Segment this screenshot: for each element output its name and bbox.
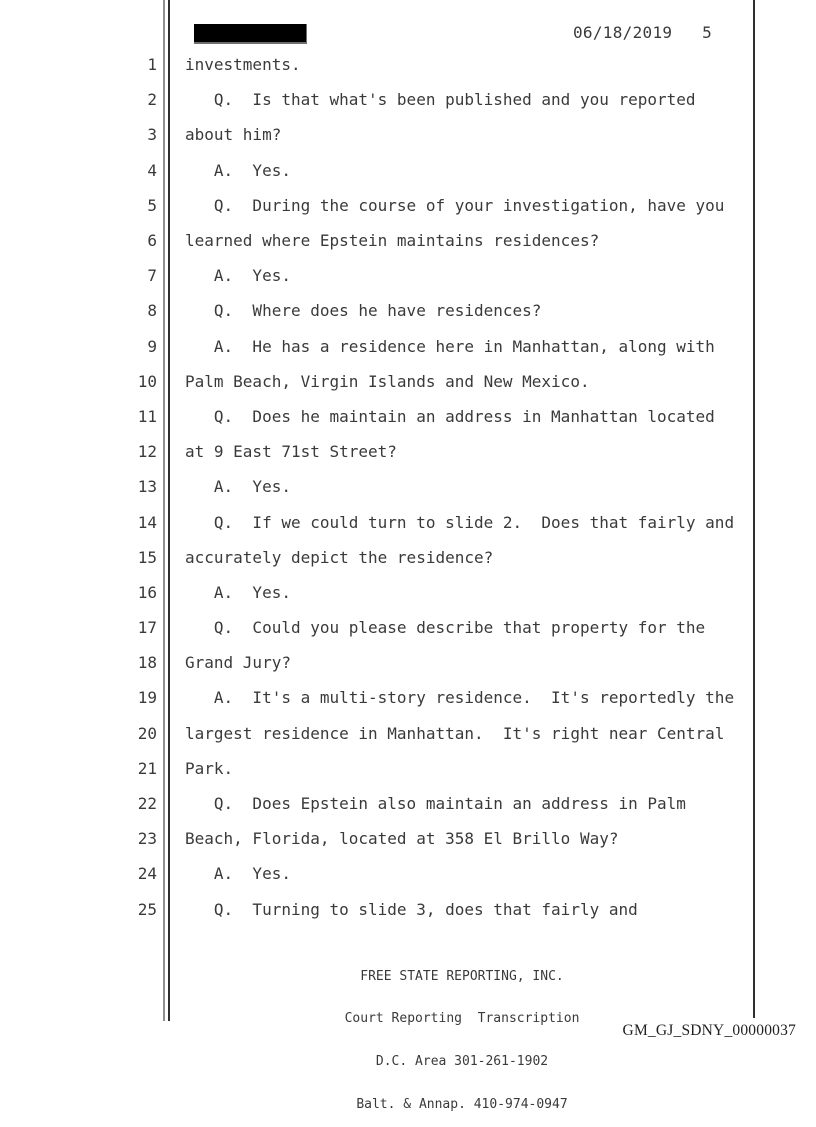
line-text: learned where Epstein maintains residences? — [185, 231, 600, 251]
line-text: Palm Beach, Virgin Islands and New Mexico. — [185, 371, 590, 391]
line-number: 5 — [147, 195, 157, 215]
reporter-phone-dc: D.C. Area 301-261-1902 — [375, 1054, 549, 1070]
line-number: 7 — [147, 266, 157, 286]
line-text: Q. Turning to slide 3, does that fairly and — [185, 899, 638, 919]
transcript-line — [0, 153, 816, 188]
line-number: 23 — [137, 829, 157, 849]
line-number: 11 — [137, 406, 157, 426]
line-number: 10 — [137, 371, 157, 391]
line-text: accurately depict the residence? — [185, 547, 494, 567]
transcript-line — [0, 47, 816, 82]
line-number: 3 — [147, 125, 157, 145]
transcript-line — [0, 434, 816, 469]
line-text: Q. During the course of your investigation, have you — [185, 195, 725, 215]
reporter-name: FREE STATE REPORTING, INC. — [360, 968, 564, 984]
line-number: 20 — [137, 723, 157, 743]
line-text: Beach, Florida, located at 358 El Brillo Way? — [185, 829, 619, 849]
line-text: Park. — [185, 758, 234, 778]
redaction-bar — [194, 24, 307, 44]
line-number: 21 — [137, 758, 157, 778]
header-date-page: 06/18/2019 5 — [573, 23, 713, 42]
line-text: A. Yes. — [185, 266, 291, 286]
transcript-line — [0, 188, 816, 223]
line-text: A. Yes. — [185, 477, 291, 497]
transcript-line — [0, 293, 816, 328]
line-text: A. He has a residence here in Manhattan, along with — [185, 336, 715, 356]
line-number: 19 — [137, 688, 157, 708]
reporter-phone-balt: Balt. & Annap. 410-974-0947 — [356, 1097, 568, 1113]
line-text: Q. Is that what's been published and you reported — [185, 90, 696, 110]
line-number: 13 — [137, 477, 157, 497]
line-number: 22 — [137, 794, 157, 814]
transcript-line — [0, 329, 816, 364]
line-text: A. It's a multi-story residence. It's reportedly the — [185, 688, 735, 708]
line-text: Q. Does Epstein also maintain an address in Palm — [185, 794, 686, 814]
reporter-services: Court Reporting Transcription — [344, 1011, 580, 1027]
transcript-line — [0, 223, 816, 258]
transcript-line — [0, 540, 816, 575]
transcript-line — [0, 856, 816, 891]
transcript-line — [0, 575, 816, 610]
line-number: 17 — [137, 618, 157, 638]
line-text: investments. — [185, 55, 301, 75]
line-text: at 9 East 71st Street? — [185, 442, 397, 462]
transcript-line — [0, 504, 816, 539]
transcript-line — [0, 258, 816, 293]
transcript-line — [0, 786, 816, 821]
line-number: 12 — [137, 442, 157, 462]
transcript-line — [0, 716, 816, 751]
line-text: Q. If we could turn to slide 2. Does that fairly and — [185, 512, 735, 532]
line-number: 25 — [137, 899, 157, 919]
transcript-line — [0, 645, 816, 680]
line-number: 15 — [137, 547, 157, 567]
transcript-line — [0, 82, 816, 117]
line-text: Q. Does he maintain an address in Manhattan located — [185, 406, 715, 426]
line-number: 18 — [137, 653, 157, 673]
transcript-line — [0, 821, 816, 856]
line-text: A. Yes. — [185, 864, 291, 884]
transcript-line — [0, 469, 816, 504]
line-text: about him? — [185, 125, 282, 145]
transcript-line — [0, 680, 816, 715]
line-number: 6 — [147, 231, 157, 251]
line-number: 4 — [147, 160, 157, 180]
transcript-lines — [0, 47, 816, 927]
line-number: 1 — [147, 55, 157, 75]
line-number: 8 — [147, 301, 157, 321]
transcript-line — [0, 892, 816, 927]
transcript-line — [0, 610, 816, 645]
line-number: 2 — [147, 90, 157, 110]
line-text: Q. Where does he have residences? — [185, 301, 542, 321]
line-number: 24 — [137, 864, 157, 884]
transcript-line — [0, 364, 816, 399]
line-text: Q. Could you please describe that property for the — [185, 618, 706, 638]
transcript-line — [0, 751, 816, 786]
bates-number: GM_GJ_SDNY_00000037 — [622, 1022, 796, 1039]
line-text: Grand Jury? — [185, 653, 291, 673]
line-number: 9 — [147, 336, 157, 356]
line-text: A. Yes. — [185, 160, 291, 180]
line-text: A. Yes. — [185, 582, 291, 602]
line-number: 16 — [137, 582, 157, 602]
line-text: largest residence in Manhattan. It's right near Central — [185, 723, 725, 743]
transcript-line — [0, 399, 816, 434]
transcript-line — [0, 117, 816, 152]
line-number: 14 — [137, 512, 157, 532]
